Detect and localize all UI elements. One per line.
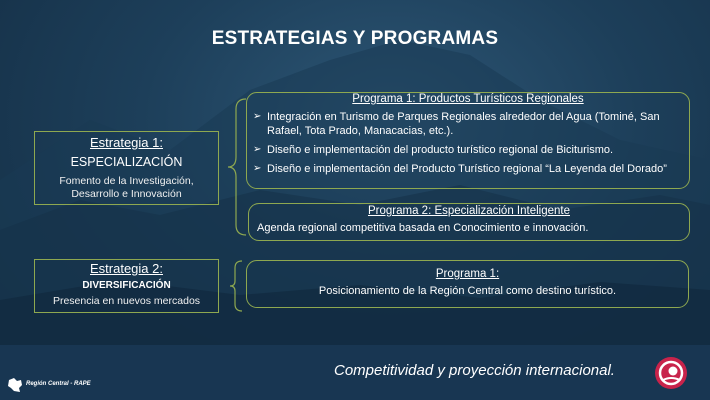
- strategy-2-description: Presencia en nuevos mercados: [52, 295, 201, 307]
- strategy-2-heading: Estrategia 2:: [90, 261, 163, 276]
- strategy-2-program-1-text: Posicionamiento de la Región Central como destino turístico.: [318, 285, 617, 297]
- strategy-2-box: [34, 259, 219, 313]
- arrow-bullet-icon: ➢: [253, 144, 262, 155]
- list-item: [253, 162, 683, 176]
- strategy-1-program-2-heading: Programa 2: Especialización Inteligente: [367, 205, 570, 217]
- strategy-1-program-2-box: [248, 203, 690, 241]
- list-item-text: Diseño e implementación del Producto Turístico regional “La Leyenda del Dorado”: [267, 163, 667, 175]
- slide-title: ESTRATEGIAS Y PROGRAMAS: [211, 28, 499, 49]
- strategy-1-program-1-list: [253, 110, 683, 176]
- strategy-1-description: Fomento de la Investigación, Desarrollo e Innovación: [59, 175, 194, 200]
- arrow-bullet-icon: ➢: [253, 163, 262, 174]
- list-item-text: Integración en Turismo de Parques Regionales alrededor del Agua (Tominé, San Rafael, Tota Prado, Manacacias, etc.).: [267, 111, 660, 137]
- strategy-2-brace: [228, 259, 244, 313]
- strategy-1-heading: Estrategia 1:: [90, 135, 163, 150]
- list-item-text: Diseño e implementación del producto turístico regional de Biciturismo.: [267, 144, 614, 156]
- region-map-logo-icon: [6, 376, 24, 394]
- strategy-1-program-2-text: Agenda regional competitiva basada en Conocimiento e innovación.: [257, 222, 589, 234]
- footer-tagline: Competitividad y proyección internacional.: [334, 362, 615, 379]
- arrow-bullet-icon: ➢: [253, 111, 262, 122]
- strategy-1-box: [34, 131, 219, 205]
- list-item: [253, 110, 683, 138]
- strategy-1-program-1-heading: Programa 1: Productos Turísticos Regionales: [352, 93, 584, 105]
- strategy-2-name: DIVERSIFICACIÓN: [82, 280, 171, 291]
- list-item: [253, 143, 683, 157]
- strategy-1-name: ESPECIALIZACIÓN: [70, 155, 183, 169]
- footer-org: Región Central - RAPE: [26, 381, 91, 387]
- strategy-1-program-1-box: [246, 92, 690, 189]
- strategy-2-program-1-heading: Programa 1:: [435, 268, 500, 280]
- strategy-1-brace: [226, 97, 248, 237]
- strategy-2-program-1-box: [246, 260, 689, 308]
- brand-badge-icon: [654, 356, 688, 390]
